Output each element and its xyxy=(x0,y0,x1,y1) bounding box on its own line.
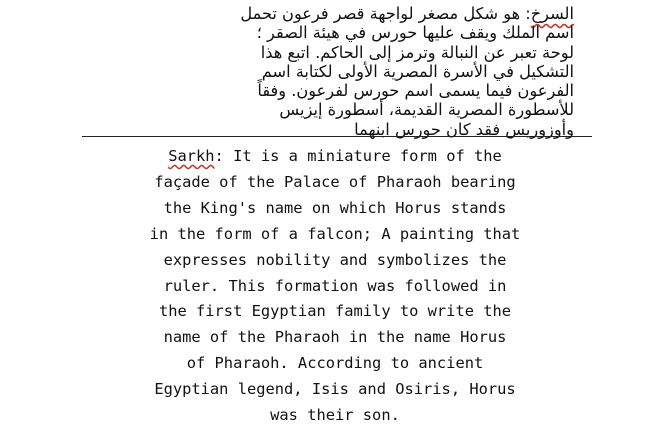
divider-line xyxy=(82,136,592,137)
arabic-line-1 xyxy=(100,4,574,23)
arabic-line-1-text: : هو شكل مصغر لواجهة قصر فرعون تحمل xyxy=(240,4,531,23)
english-line-6: ruler. This formation was followed in xyxy=(163,276,507,295)
english-term: Sarkh xyxy=(168,147,215,165)
arabic-line-6: للأسطورة المصرية القديمة، أسطورة إيزيس xyxy=(279,100,574,120)
arabic-line-7: وأوزوريس فقد كان حورس ابنهما xyxy=(354,119,574,139)
arabic-paragraph xyxy=(100,4,574,139)
english-line-4: in the form of a falcon; A painting that xyxy=(149,224,521,243)
english-line-1-text: : It is a miniature form of the xyxy=(214,147,502,165)
english-line-9: of Pharaoh. According to ancient xyxy=(186,354,484,373)
arabic-line-5: الفرعون فيما يسمى اسم حورس لفرعون. وفقاً xyxy=(257,81,574,101)
arabic-term: السرخ xyxy=(530,4,574,23)
english-line-8: name of the Pharaoh in the name Horus xyxy=(163,328,507,347)
english-line-3: the King's name on which Horus stands xyxy=(163,198,507,217)
english-paragraph xyxy=(60,144,610,429)
english-line-10: Egyptian legend, Isis and Osiris, Horus xyxy=(154,380,516,399)
english-line-5: expresses nobility and symbolizes the xyxy=(163,250,507,269)
english-line-11: was their son. xyxy=(270,406,400,425)
english-line-1 xyxy=(60,144,610,170)
arabic-line-3: لوحة تعبر عن النبالة وترمز إلى الحاكم. اتبع هذا xyxy=(260,42,574,62)
arabic-line-2: اسم الملك ويقف عليها حورس في هيئة الصقر ؛ xyxy=(256,23,574,43)
english-line-7: the first Egyptian family to write the xyxy=(158,302,512,321)
arabic-line-4: التشكيل في الأسرة المصرية الأولى لكتابة اسم xyxy=(261,61,574,81)
english-line-2: façade of the Palace of Pharaoh bearing xyxy=(154,172,516,191)
